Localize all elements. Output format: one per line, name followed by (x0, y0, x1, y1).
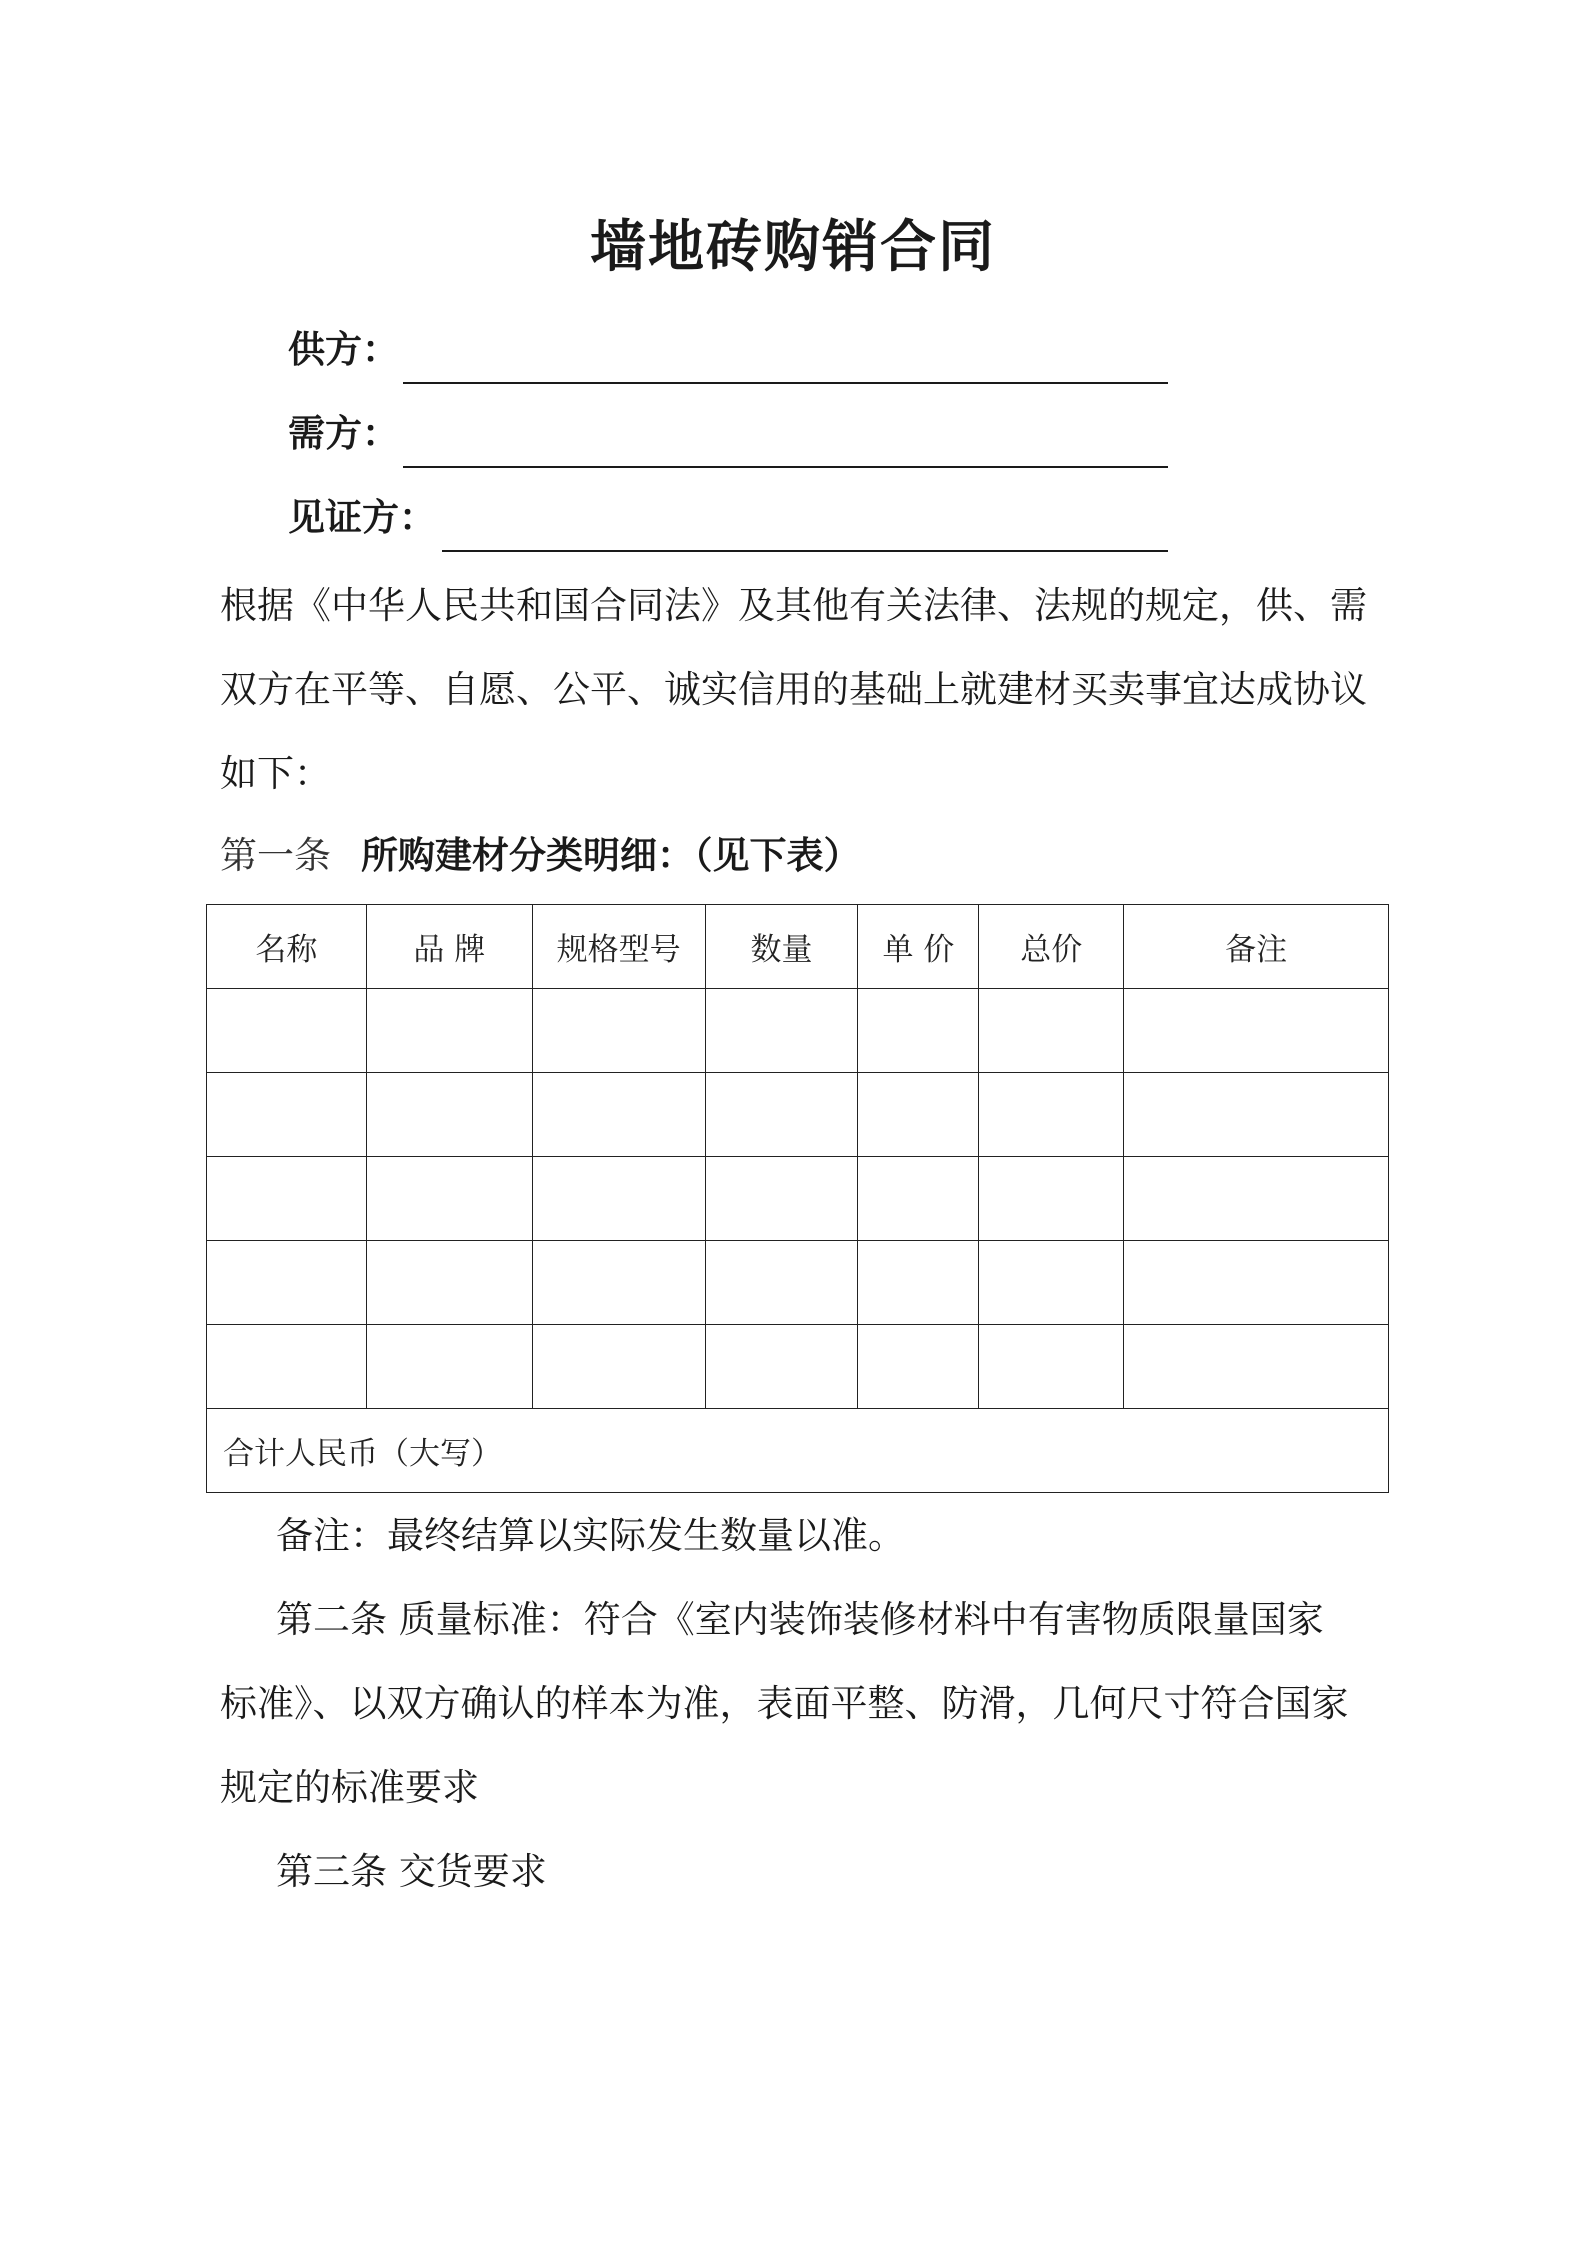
supplier-blank-line[interactable] (403, 382, 1168, 384)
article-two-line: 规定的标准要求 (220, 1766, 479, 1809)
table-header-row (207, 905, 1389, 989)
table-cell[interactable] (858, 1241, 979, 1325)
header-unit-price: 单 价 (858, 905, 979, 989)
table-cell[interactable] (1124, 989, 1389, 1073)
table-row (207, 1073, 1389, 1157)
witness-blank-line[interactable] (442, 550, 1168, 552)
contract-title: 墙地砖购销合同 (590, 215, 996, 280)
table-cell[interactable] (532, 1157, 705, 1241)
article-one-number: 第一条 (220, 834, 331, 877)
table-cell[interactable] (532, 989, 705, 1073)
table-cell[interactable] (979, 1325, 1124, 1409)
table-cell[interactable] (705, 1325, 858, 1409)
table-cell[interactable] (532, 1073, 705, 1157)
article-three-heading: 第三条 交货要求 (276, 1850, 547, 1893)
article-two-line: 第二条 质量标准：符合《室内装饰装修材料中有害物质限量国家 (276, 1598, 1324, 1641)
table-cell[interactable] (207, 1325, 367, 1409)
remark-paragraph (220, 1494, 1380, 1578)
table-cell[interactable] (705, 1157, 858, 1241)
intro-line: 根据《中华人民共和国合同法》及其他有关法律、法规的规定，供、需 (220, 584, 1367, 627)
table-cell[interactable] (532, 1325, 705, 1409)
table-cell[interactable] (207, 989, 367, 1073)
total-rmb-label[interactable]: 合计人民币（大写） (207, 1409, 1389, 1493)
intro-paragraph (220, 564, 1380, 816)
table-cell[interactable] (207, 1073, 367, 1157)
table-cell[interactable] (858, 1325, 979, 1409)
table-row (207, 1241, 1389, 1325)
table-cell[interactable] (979, 1241, 1124, 1325)
table-cell[interactable] (979, 989, 1124, 1073)
article-three (220, 1830, 1380, 1914)
article-two-line: 标准》、以双方确认的样本为准，表面平整、防滑，几何尺寸符合国家 (220, 1682, 1349, 1725)
table-row (207, 1157, 1389, 1241)
header-remark: 备注 (1124, 905, 1389, 989)
table-cell[interactable] (858, 1073, 979, 1157)
intro-line: 如下： (220, 752, 331, 795)
table-cell[interactable] (858, 1157, 979, 1241)
buyer-label: 需方： (288, 412, 399, 455)
table-cell[interactable] (366, 1073, 532, 1157)
header-brand: 品 牌 (366, 905, 532, 989)
header-name: 名称 (207, 905, 367, 989)
table-cell[interactable] (979, 1157, 1124, 1241)
witness-label: 见证方： (288, 496, 436, 539)
table-cell[interactable] (705, 989, 858, 1073)
table-cell[interactable] (1124, 1325, 1389, 1409)
table-cell[interactable] (207, 1241, 367, 1325)
table-cell[interactable] (532, 1241, 705, 1325)
table-cell[interactable] (366, 1241, 532, 1325)
article-two (220, 1578, 1380, 1830)
materials-table (206, 904, 1389, 1493)
table-cell[interactable] (366, 1157, 532, 1241)
table-cell[interactable] (1124, 1241, 1389, 1325)
intro-line: 双方在平等、自愿、公平、诚实信用的基础上就建材买卖事宜达成协议 (220, 668, 1367, 711)
header-quantity: 数量 (705, 905, 858, 989)
table-cell[interactable] (366, 1325, 532, 1409)
remark-text: 备注：最终结算以实际发生数量以准。 (276, 1514, 905, 1557)
buyer-blank-line[interactable] (403, 466, 1168, 468)
table-row (207, 989, 1389, 1073)
table-cell[interactable] (858, 989, 979, 1073)
table-cell[interactable] (366, 989, 532, 1073)
article-one-text: 所购建材分类明细：（见下表） (361, 834, 861, 877)
table-cell[interactable] (207, 1157, 367, 1241)
table-total-row (207, 1409, 1389, 1493)
table-cell[interactable] (1124, 1073, 1389, 1157)
table-cell[interactable] (979, 1073, 1124, 1157)
table-row (207, 1325, 1389, 1409)
article-one (220, 818, 861, 894)
supplier-label: 供方： (288, 328, 399, 371)
header-spec: 规格型号 (532, 905, 705, 989)
table-cell[interactable] (1124, 1157, 1389, 1241)
table-cell[interactable] (705, 1241, 858, 1325)
header-total-price: 总价 (979, 905, 1124, 989)
table-cell[interactable] (705, 1073, 858, 1157)
